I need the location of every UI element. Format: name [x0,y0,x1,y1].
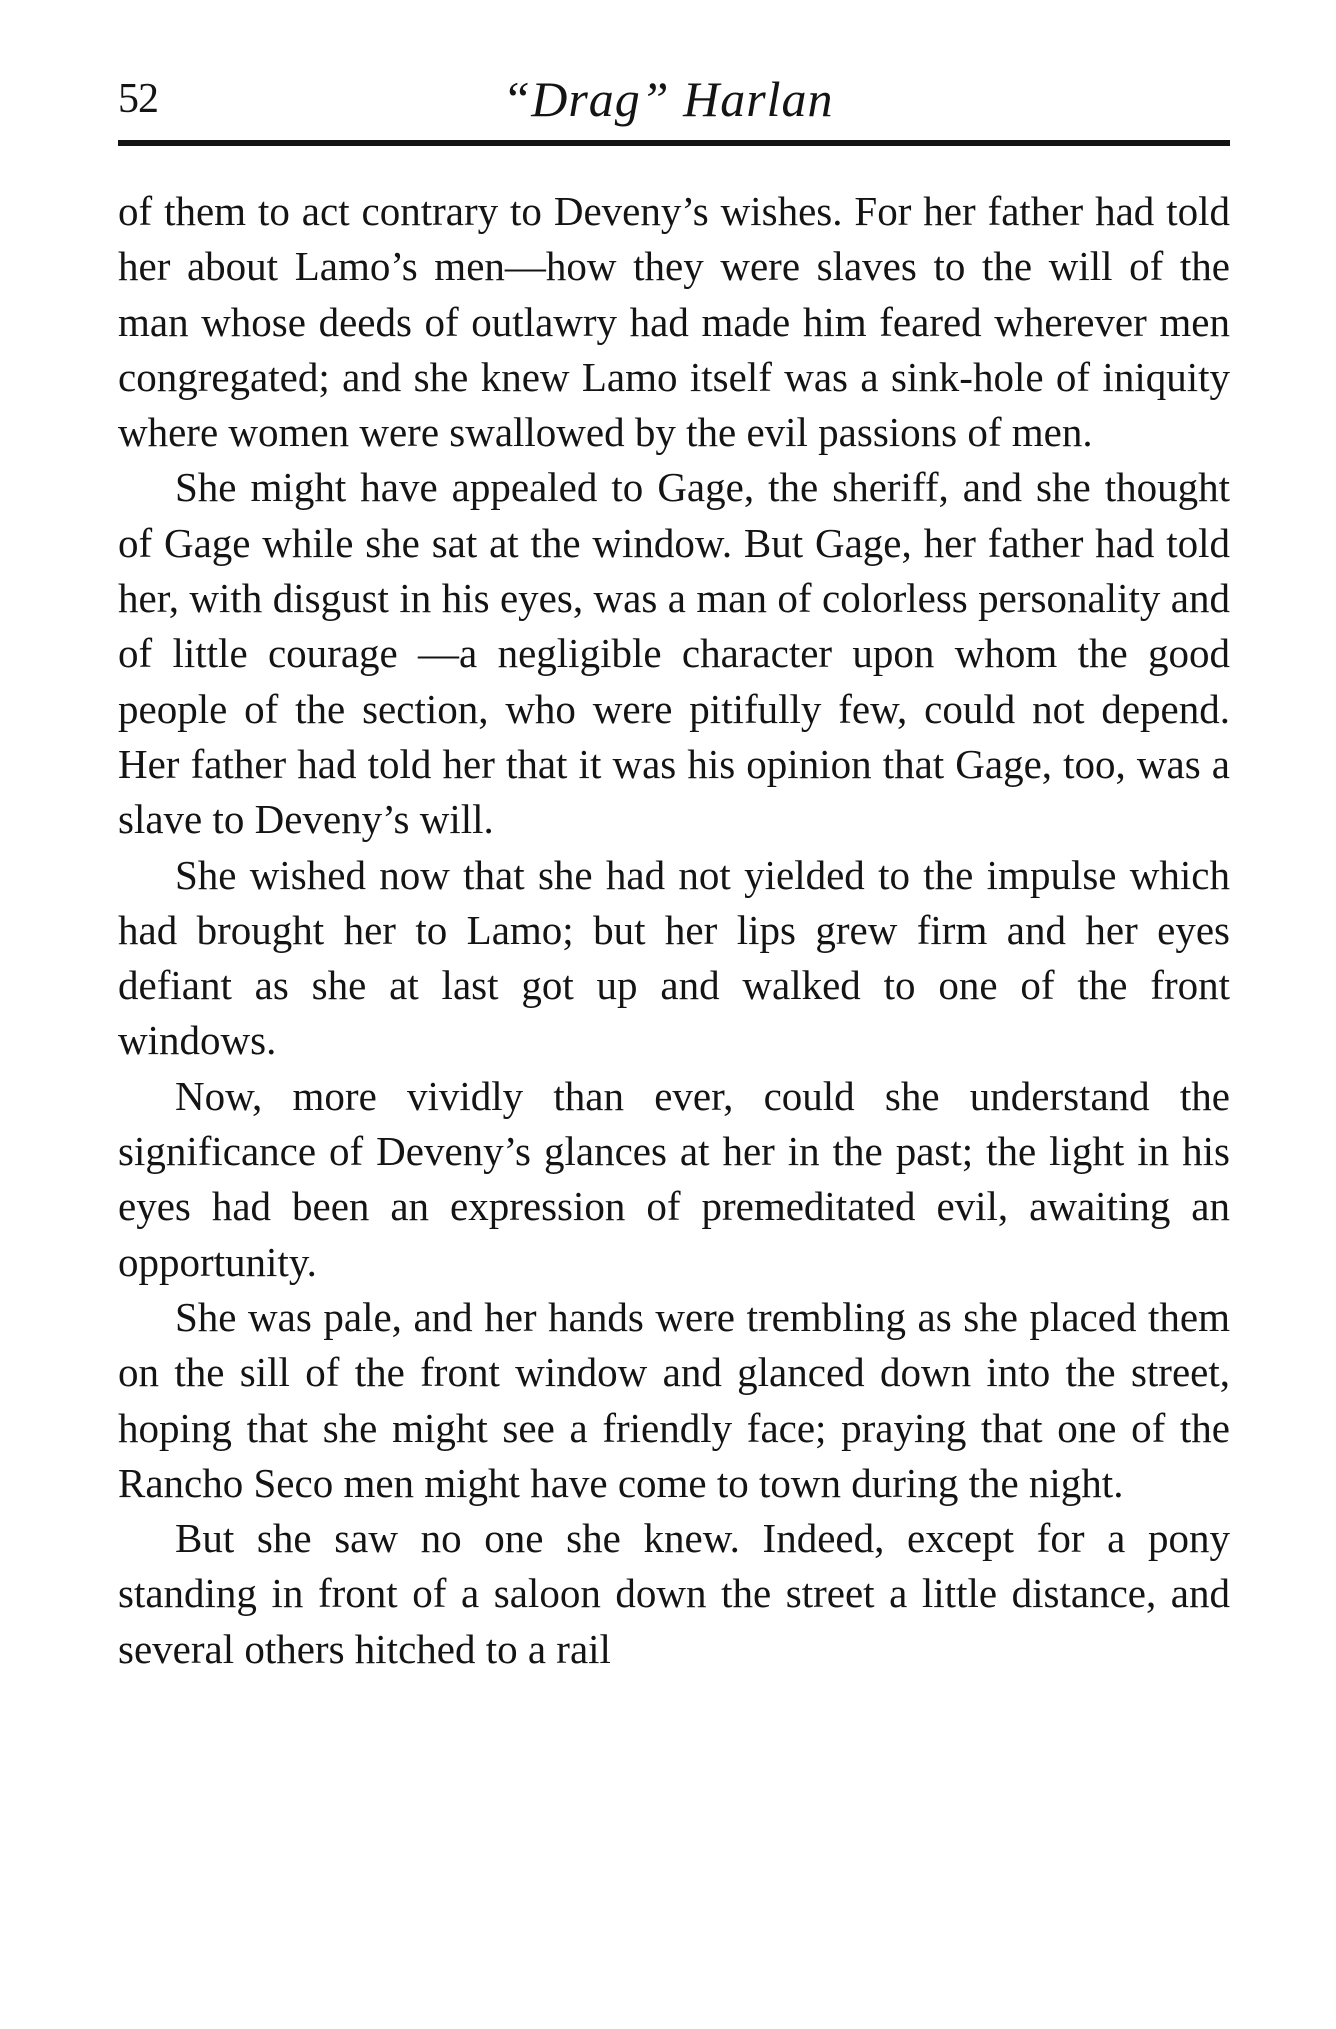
body-text [118,184,1230,1677]
running-title: “Drag” Harlan [502,71,834,127]
paragraph: But she saw no one she knew. Indeed, except for a pony standing in front of a saloon down the street a little distance, and several others hitched to a rail [118,1515,1230,1672]
paragraph-continued: of them to act contrary to Deveny’s wishes. For her father had told her about Lamo’s men—how they were slaves to the will of the man whose deeds of outlawry had made him feared wherever men congregated; and she knew Lamo itself was a sink-hole of iniquity where women were swallowed by the evil passions of men. [118,188,1230,456]
paragraph: She wished now that she had not yielded to the impulse which had brought her to Lamo; but her lips grew firm and her eyes defiant as she at last got up and walked to one of the front windows. [118,851,1230,1064]
header-rule [118,140,1230,146]
paragraph: Now, more vividly than ever, could she understand the significance of Deveny’s glances at her in the past; the light in his eyes had been an expression of premeditated evil, awaiting an opportunity. [118,1072,1230,1285]
page-number: 52 [118,76,158,122]
paragraph: She might have appealed to Gage, the sheriff, and she thought of Gage while she sat at the window. But Gage, her father had told her, with disgust in his eyes, was a man of colorless personality and of little courage —a negligible character upon whom the good people of the section, who were pitifully few, could not depend. Her father had told her that it was his opinion that Gage, too, was a slave to Deveny’s will. [118,464,1230,843]
page-header [118,62,1230,132]
paragraph: She was pale, and her hands were trembling as she placed them on the sill of the front window and glanced down into the street, hoping that she might see a friendly face; praying that one of the Rancho Seco men might have come to town during the night. [118,1293,1230,1506]
